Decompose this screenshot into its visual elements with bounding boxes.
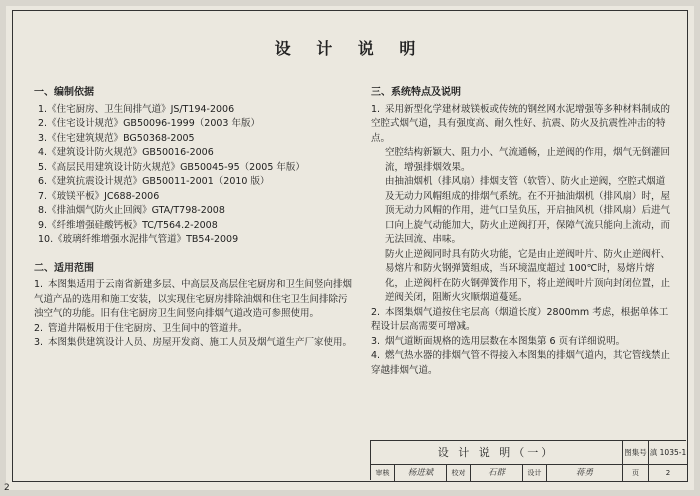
item-number: 3.: [34, 337, 44, 348]
item-number: 2.: [34, 322, 44, 334]
section2-heading: 二、适用范围: [34, 262, 94, 274]
title-block: [370, 440, 686, 480]
feature-item: [371, 175, 671, 248]
reference-item: 7.《玻镁平板》JC688-2006: [38, 190, 160, 202]
item-text: 防火止逆阀同时具有防火功能，它是由止逆阀叶片、防火止逆阀杆、易熔片和防火钢弹簧组成，当环境温度超过 100℃时，易熔片熔化，止逆阀杆在防火钢弹簧作用下，将止逆阀叶片顶向封闭位置，止逆阀关闭，阻断火灾顺烟道蔓延。: [385, 248, 671, 303]
section3-heading: 三、系统特点及说明: [371, 87, 461, 98]
design-label: 设计: [523, 465, 547, 481]
scope-item: [34, 278, 352, 322]
design-signature: 蒋勇: [547, 465, 623, 481]
reference-item: 4.《建筑设计防火规范》GB50016-2006: [38, 147, 214, 158]
scope-item: [34, 336, 352, 351]
feature-item: [371, 349, 671, 378]
reference-item: 2.《住宅设计规范》GB50096-1999（2003 年版）: [38, 118, 260, 129]
feature-item: [371, 248, 671, 306]
drawing-name: 设 计 说 明（一）: [371, 441, 623, 465]
page-label: 页: [623, 465, 649, 481]
page-title: 设 计 说 明: [274, 39, 426, 58]
page-number: 2: [4, 483, 10, 493]
reference-item: 9.《纤维增强硅酸钙板》TC/T564.2-2008: [38, 219, 218, 231]
item-number: 1.: [371, 103, 381, 115]
item-number: 3.: [371, 335, 381, 347]
item-text: 由抽油烟机（排风扇）排烟支管（软管）、防火止逆阀，空腔式烟道及无动力风帽组成的排烟气系统。在不开抽油烟机（排风扇）时，屋顶无动力风帽的作用，进气口呈负压，开启抽风机（排风扇）后进气口向上旋气动能加大，防火止逆阀打开，保障气流只能向上流动，而无法回流、串味。: [385, 176, 671, 245]
left-column: [34, 86, 352, 351]
set-label: 图集号: [623, 441, 649, 465]
item-text: 采用新型化学建材玻镁板或传统的钢丝网水泥增强等多种材料制成的空腔式烟气道，具有强度高、耐久性好、抗震、防火及抗震性冲击的特点。: [371, 103, 671, 144]
reference-item: 5.《高层民用建筑设计防火规范》GB50045-95（2005 年版）: [38, 161, 305, 173]
item-text: 本图集烟气道按住宅层高（烟道长度）2800mm 考虑，根据单体工程设计层高需要可增减。: [371, 306, 669, 332]
item-text: 管道井隔板用于住宅厨房、卫生间中的管道井。: [48, 322, 248, 334]
review-signature: 杨进斌: [395, 465, 447, 481]
item-text: 空腔结构新颖大、阻力小、气流通畅，止逆阀的作用，烟气无倒灌回流，增强排烟效果。: [385, 147, 671, 173]
reference-item: 8.《排油烟气防火止回阀》GTA/T798-2008: [38, 205, 225, 216]
signature-row: [371, 465, 687, 481]
feature-item: [371, 306, 671, 335]
reference-item: 1.《住宅厨房、卫生间排气道》JS/T194-2006: [38, 103, 235, 115]
reference-list: [34, 103, 352, 248]
right-column: [371, 86, 671, 378]
reference-item: 3.《住宅建筑规范》BG50368-2005: [38, 132, 195, 144]
item-number: 4.: [371, 350, 381, 361]
item-text: 烟气道断面规格的选用层数在本图集第 6 页有详细说明。: [385, 335, 626, 347]
reference-item: 6.《建筑抗震设计规范》GB50011-2001（2010 版）: [38, 176, 270, 187]
item-text: 本图集供建筑设计人员、房屋开发商、施工人员及烟气道生产厂家使用。: [48, 337, 353, 348]
item-number: 2.: [371, 306, 381, 318]
page-value: 2: [665, 469, 671, 477]
item-text: 本图集适用于云南省新建多层、中高层及高层住宅厨房和卫生间竖向排烟气道产品的选用和施工安装，以实现住宅厨房排除油烟和住宅卫生间排除污浊空气的功能。旧有住宅厨房卫生间竖向排烟气道改造可参照使用。: [34, 279, 353, 319]
scope-item: [34, 322, 352, 337]
section1-heading: 一、编制依据: [34, 87, 94, 98]
proof-signature: 石群: [471, 465, 523, 481]
review-label: 审核: [371, 465, 395, 481]
feature-item: [371, 146, 671, 175]
feature-item: [371, 335, 671, 350]
scope-list: [34, 278, 352, 351]
reference-item: 10.《玻璃纤维增强水泥排气管道》TB54-2009: [38, 234, 239, 245]
item-text: 燃气热水器的排烟气管不得接入本图集的排烟气道内，其它管线禁止穿越排烟气道。: [371, 350, 671, 376]
proof-label: 校对: [447, 465, 471, 481]
feature-item: [371, 103, 671, 147]
item-number: 1.: [34, 279, 44, 290]
set-value: 滇 1035-1: [649, 441, 687, 465]
